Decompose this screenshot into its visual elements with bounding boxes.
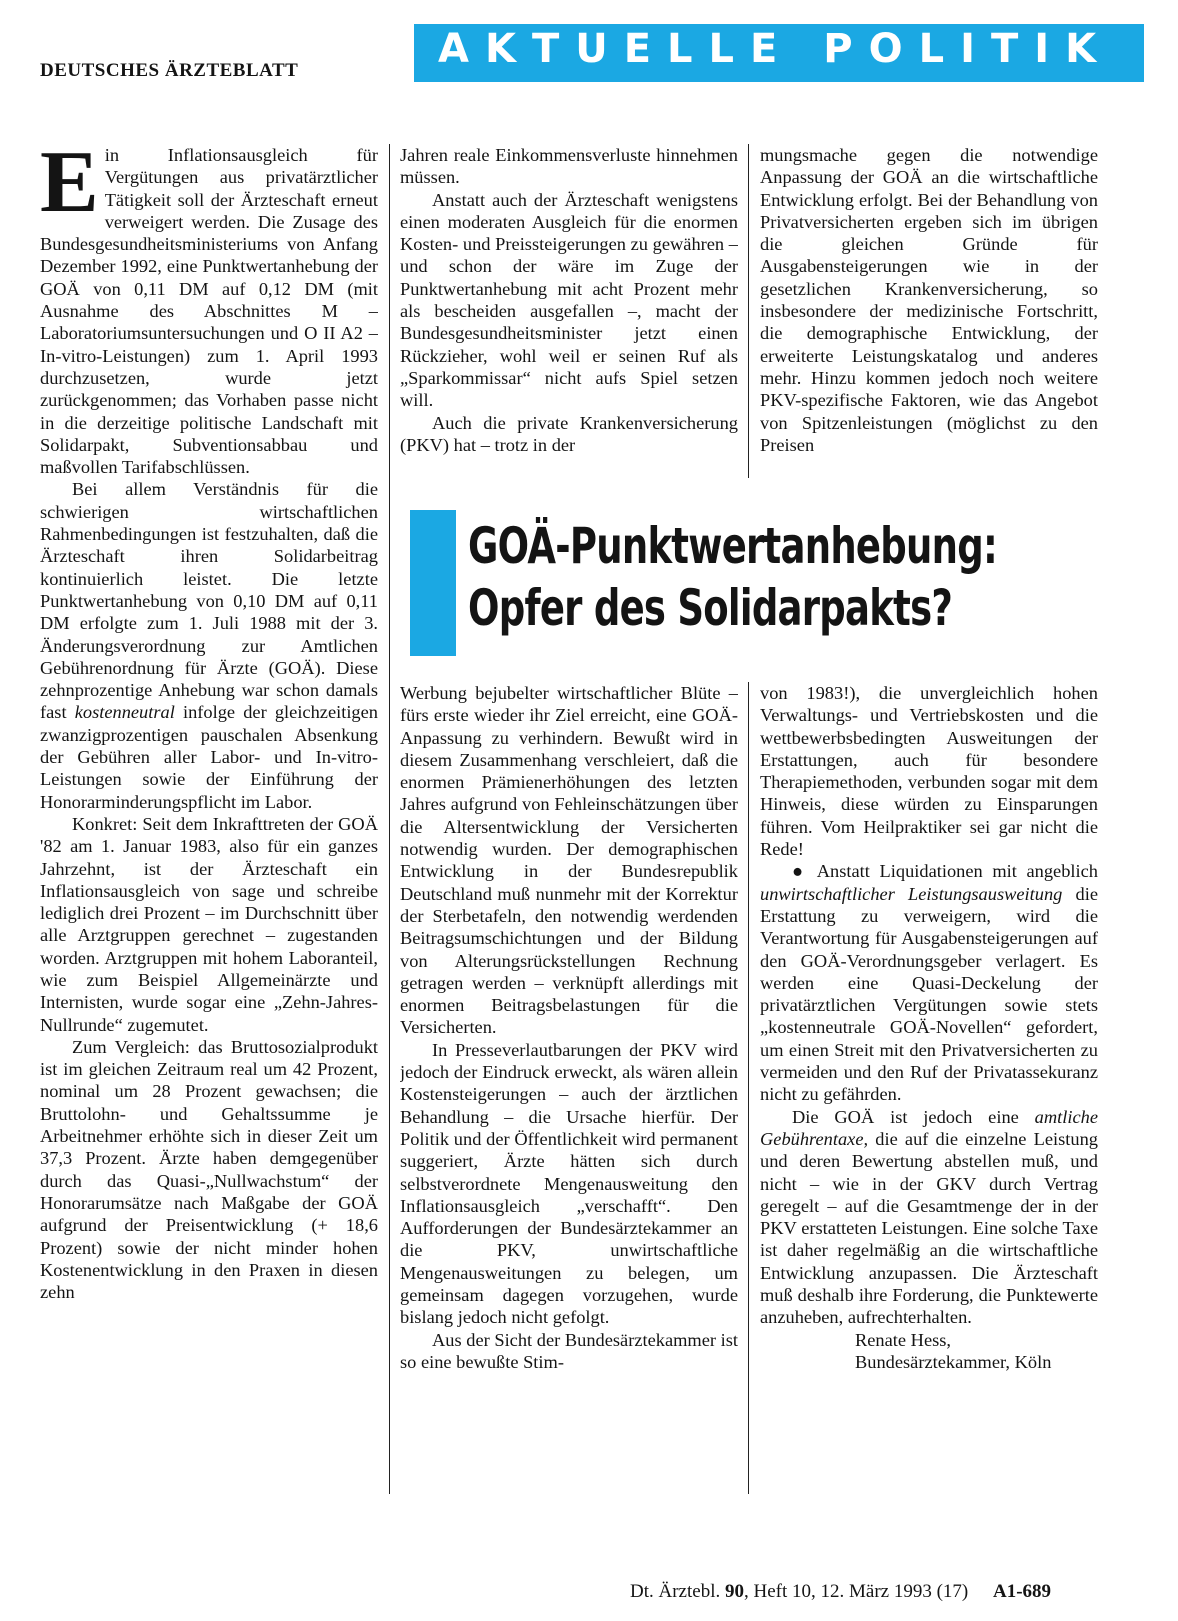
col2-paragraph-2: Anstatt auch der Ärzteschaft wenigstens einen moderaten Ausgleich für die enormen Kosten- und Preissteigerungen zu gewähren – und schon der wäre im Zuge der Punktwertanhebung mit acht Prozent mehr als bescheiden ausgefallen –, macht der Bundesgesundheitsminister jetzt einen Rückzieher, wohl weil er seinen Ruf als „Sparkommissar“ nicht aufs Spiel setzen will. bbox=[400, 189, 738, 411]
col3b-paragraph-3: Die GOÄ ist jedoch eine amtliche Gebührentaxe, die auf die einzelne Leistung und deren Bewertung abstellen muß, und nicht – wie in der GKV durch Vertrag geregelt – auf die Gesamtmenge der in der PKV erstatteten Leistungen. Eine solche Taxe ist daher regelmäßig an die wirtschaftliche Entwicklung anzupassen. Die Ärzteschaft muß deshalb ihre Forderung, die Punktewerte anzuheben, aufrechterhalten. bbox=[760, 1106, 1098, 1328]
column-rule bbox=[748, 682, 749, 1494]
col2-paragraph-1: Jahren reale Einkommensverluste hinnehmen müssen. bbox=[400, 145, 738, 188]
headline bbox=[468, 515, 998, 639]
column-rule bbox=[389, 144, 390, 1494]
column-2-top bbox=[400, 144, 738, 480]
bullet-icon: ● bbox=[792, 861, 809, 882]
section-banner: AKTUELLE POLITIK bbox=[414, 24, 1144, 82]
footer-volume: 90 bbox=[724, 1581, 744, 1602]
column-rule bbox=[748, 144, 749, 478]
italic-term: amtliche Gebührentaxe, bbox=[760, 1106, 1098, 1149]
footer-page-ref: A1-689 bbox=[993, 1581, 1052, 1602]
headline-line-1: GOÄ-Punktwertanhebung: bbox=[468, 517, 998, 575]
author-name: Renate Hess, bbox=[855, 1329, 952, 1350]
italic-term: kostenneutral bbox=[74, 702, 175, 723]
page-footer bbox=[630, 1581, 1051, 1603]
column-2-bottom bbox=[400, 682, 738, 1496]
col3-paragraph-1: mungsmache gegen die notwendige Anpassung der GOÄ an die wirtschaftliche Entwicklung erfolgt. Bei der Behandlung von Privatversicherten ergeben sich im übrigen die gleichen Gründe für Ausgabensteigerungen wie in der gesetzlichen Krankenversicherung, so insbesondere der medizinische Fortschritt, die demographische Entwicklung, der erweiterte Leistungskatalog und anderes mehr. Hinzu kommen jedoch noch weitere PKV-spezifische Faktoren, wie das Angebot von Spitzenleistungen (möglichst zu den Preisen bbox=[760, 145, 1098, 455]
col2-paragraph-3: Auch die private Krankenversicherung (PKV) hat – trotz in der bbox=[400, 412, 738, 455]
col2b-paragraph-3: Aus der Sicht der Bundesärztekammer ist so eine bewußte Stim- bbox=[400, 1329, 738, 1372]
footer-issue: , Heft 10, 12. März 1993 (17) bbox=[743, 1581, 969, 1602]
column-3-top bbox=[760, 144, 1098, 480]
author-affiliation: Bundesärztekammer, Köln bbox=[855, 1351, 1052, 1372]
col3b-paragraph-2: ● Anstatt Liquidationen mit angeblich unwirtschaftlicher Leistungsausweitung die Erstattung zu verweigern, wird die Verantwortung für Ausgabensteigerungen auf den GOÄ-Verordnungsgeber verlagert. Es werden eine Quasi-Deckelung der privatärztlichen Vergütungen sowie stets „kostenneutrale GOÄ-Novellen“ gefordert, um einen Streit mit den Privatversicherten zu vermeiden und den Ruf der Privatassekuranz nicht zu gefährden. bbox=[760, 861, 1098, 1105]
italic-term: unwirtschaftlicher Leistungsausweitung bbox=[760, 883, 1063, 904]
column-1 bbox=[40, 144, 378, 1496]
col2b-paragraph-2: In Presseverlautbarungen der PKV wird jedoch der Eindruck erweckt, als wären allein Kostensteigerungen – auch der ärztlichen Behandlung – die Ursache hierfür. Der Politik und der Öffentlichkeit wird permanent suggeriert, Ärzte hätten sich durch selbstverordnete Mengenausweitung den Inflationsausgleich „verschafft“. Den Aufforderungen der Bundesärztekammer an die PKV, unwirtschaftliche Mengenausweitungen zu belegen, um gemeinsam dagegen vorzugehen, wurde bislang jedoch nicht gefolgt. bbox=[400, 1039, 738, 1328]
col1-paragraph-1: in Inflationsausgleich für Vergütungen aus privatärztlicher Tätigkeit soll der Ärzteschaft erneut verweigert werden. Die Zusage des Bundesgesundheitsministeriums von Anfang Dezember 1992, eine Punktwertanhebung der GOÄ von 0,11 DM auf 0,12 DM (mit Ausnahme des Abschnittes M – Laboratoriumsuntersuchungen und O II A2 – In-vitro-Leistungen) zum 1. April 1993 durchzusetzen, wurde jetzt zurückgenommen; das Vorhaben passe nicht in die derzeitige politische Landschaft mit Solidarpakt, Subventionsabbau und maßvollen Tarifabschlüssen. bbox=[40, 145, 378, 478]
col1-paragraph-4: Zum Vergleich: das Bruttosozialprodukt ist im gleichen Zeitraum real um 42 Prozent, nominal um 28 Prozent gewachsen; die Bruttolohn- und Gehaltssumme je Arbeitnehmer erhöhte sich in dieser Zeit um 37,3 Prozent. Ärzte haben demgegenüber durch das Quasi-„Nullwachstum“ der Honorarumsätze nach Maßgabe der GOÄ aufgrund der Preisentwicklung (+ 18,6 Prozent) sowie der nicht minder hohen Kostenentwicklung in den Praxen in diesen zehn bbox=[40, 1036, 378, 1303]
col3b-paragraph-1: von 1983!), die unvergleichlich hohen Verwaltungs- und Vertriebskosten und die wettbewerbsbedingten Ausweitungen der Erstattungen, auch für besondere Therapiemethoden, verbunden sogar mit dem Hinweis, diese würden zu Einsparungen führen. Vom Heilpraktiker sei gar nicht die Rede! bbox=[760, 683, 1098, 860]
drop-cap: E bbox=[40, 144, 99, 231]
col1-paragraph-2: Bei allem Verständnis für die schwierigen wirtschaftlichen Rahmenbedingungen ist festzuhalten, daß die Ärzteschaft ihren Solidarbeitrag kontinuierlich leistet. Die letzte Punktwertanhebung von 0,10 DM auf 0,11 DM erfolgte zum 1. Juli 1988 mit der 3. Änderungsverordnung zur Amtlichen Gebührenordnung für Ärzte (GOÄ). Diese zehnprozentige Anhebung war schon damals fast kostenneutral infolge der gleichzeitigen zwanzigprozentigen pauschalen Absenkung der Gebühren aller Labor- und In-vitro-Leistungen sowie der Einführung der Honorarminderungspflicht im Labor. bbox=[40, 479, 378, 812]
masthead: DEUTSCHES ÄRZTEBLATT bbox=[40, 60, 299, 81]
column-3-bottom bbox=[760, 682, 1098, 1496]
headline-accent-box bbox=[410, 510, 456, 656]
col2b-paragraph-1: Werbung bejubelter wirtschaftlicher Blüte – fürs erste wieder ihr Ziel erreicht, eine GOÄ-Anpassung zu verhindern. Bewußt wird in diesem Zusammenhang verschleiert, daß die enormen Prämienerhöhungen des letzten Jahres aufgrund von Fehleinschätzungen über die Altersentwicklung der Versicherten notwendig wurden. Der demographischen Entwicklung in der Bundesrepublik Deutschland muß nunmehr mit der Korrektur der Sterbetafeln, den notwendig werdenden Beitragsumschichtungen und der Bildung von Alterungsrückstellungen Rechnung getragen werden – verknüpft allerdings mit enormen Beitragsbelastungen für die Versicherten. bbox=[400, 683, 738, 1038]
col1-paragraph-3: Konkret: Seit dem Inkrafttreten der GOÄ '82 am 1. Januar 1983, also für ein ganzes Jahrzehnt, ist der Ärzteschaft ein Inflationsausgleich von sage und schreibe lediglich drei Prozent – im Durchschnitt über alle Arztgruppen gerechnet – zugestanden worden. Arztgruppen mit hohem Laboranteil, wie zum Beispiel Allgemeinärzte und Internisten, wurde sogar eine „Zehn-Jahres-Nullrunde“ zugemutet. bbox=[40, 813, 378, 1035]
footer-journal: Dt. Ärztebl. bbox=[630, 1581, 721, 1602]
headline-line-2: Opfer des Solidarpakts? bbox=[468, 579, 953, 637]
